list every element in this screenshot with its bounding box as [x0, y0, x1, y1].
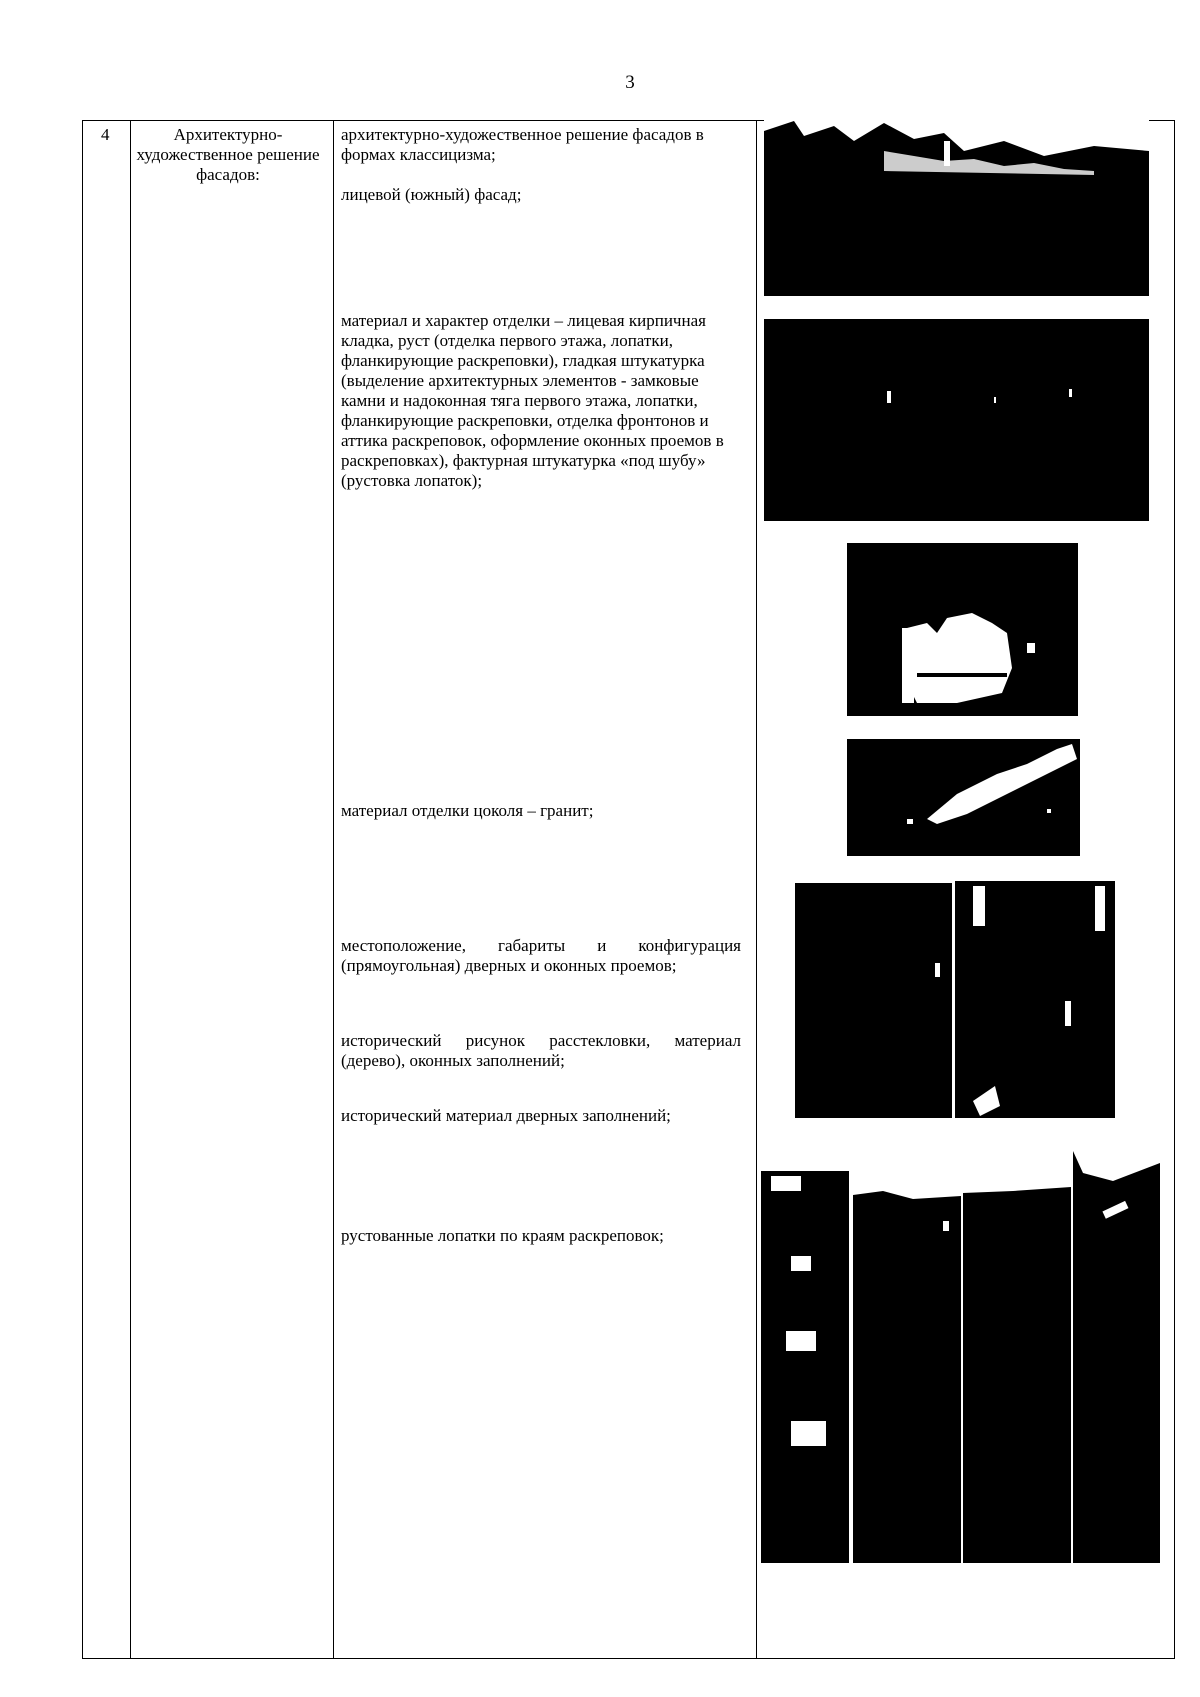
row-title: Архитектурно-художественное решение фасадов:	[136, 125, 320, 184]
row-number: 4	[101, 125, 110, 144]
plinth-photo	[847, 739, 1080, 856]
pilaster-photo-4	[1073, 1151, 1160, 1563]
facade-style-text: архитектурно-художественное решение фасадов в формах классицизма;	[341, 125, 704, 164]
column-divider	[756, 121, 757, 1658]
pilaster-photo-3	[963, 1181, 1071, 1563]
page-number: 3	[625, 72, 635, 93]
column-divider	[333, 121, 334, 1658]
pilaster-photo-2	[853, 1181, 961, 1563]
plinth-material-text: материал отделки цоколя – гранит;	[341, 801, 594, 820]
facade-photo	[764, 111, 1149, 296]
pilaster-photo-1	[761, 1171, 849, 1563]
door-material-text: исторический материал дверных заполнений;	[341, 1106, 671, 1125]
window-photo-right	[955, 881, 1115, 1118]
brickwork-photo	[764, 319, 1149, 521]
column-divider	[130, 121, 131, 1658]
main-facade-text: лицевой (южный) фасад;	[341, 185, 522, 204]
glazing-text: исторический рисунок расстекловки, материал (дерево), оконных заполнений;	[341, 1031, 741, 1070]
window-photo-left	[795, 883, 952, 1118]
openings-text: местоположение, габариты и конфигурация (прямоугольная) дверных и оконных проемов;	[341, 936, 741, 975]
pilasters-text: рустованные лопатки по краям раскреповок;	[341, 1226, 664, 1245]
protection-subject-table	[82, 120, 1175, 1659]
finish-material-text: материал и характер отделки – лицевая кирпичная кладка, руст (отделка первого этажа, лопатки, фланкирующие раскреповки), гладкая штукатурка (выделение архитектурных элементов - замковые камни и надоконная тяга первого этажа, лопатки, фланкирующие раскреповки, отделка фронтонов и аттика раскреповок, оформление оконных проемов в раскреповках), фактурная штукатурка «под шубу» (рустовка лопаток);	[341, 311, 724, 490]
window-detail-photo	[847, 543, 1078, 716]
